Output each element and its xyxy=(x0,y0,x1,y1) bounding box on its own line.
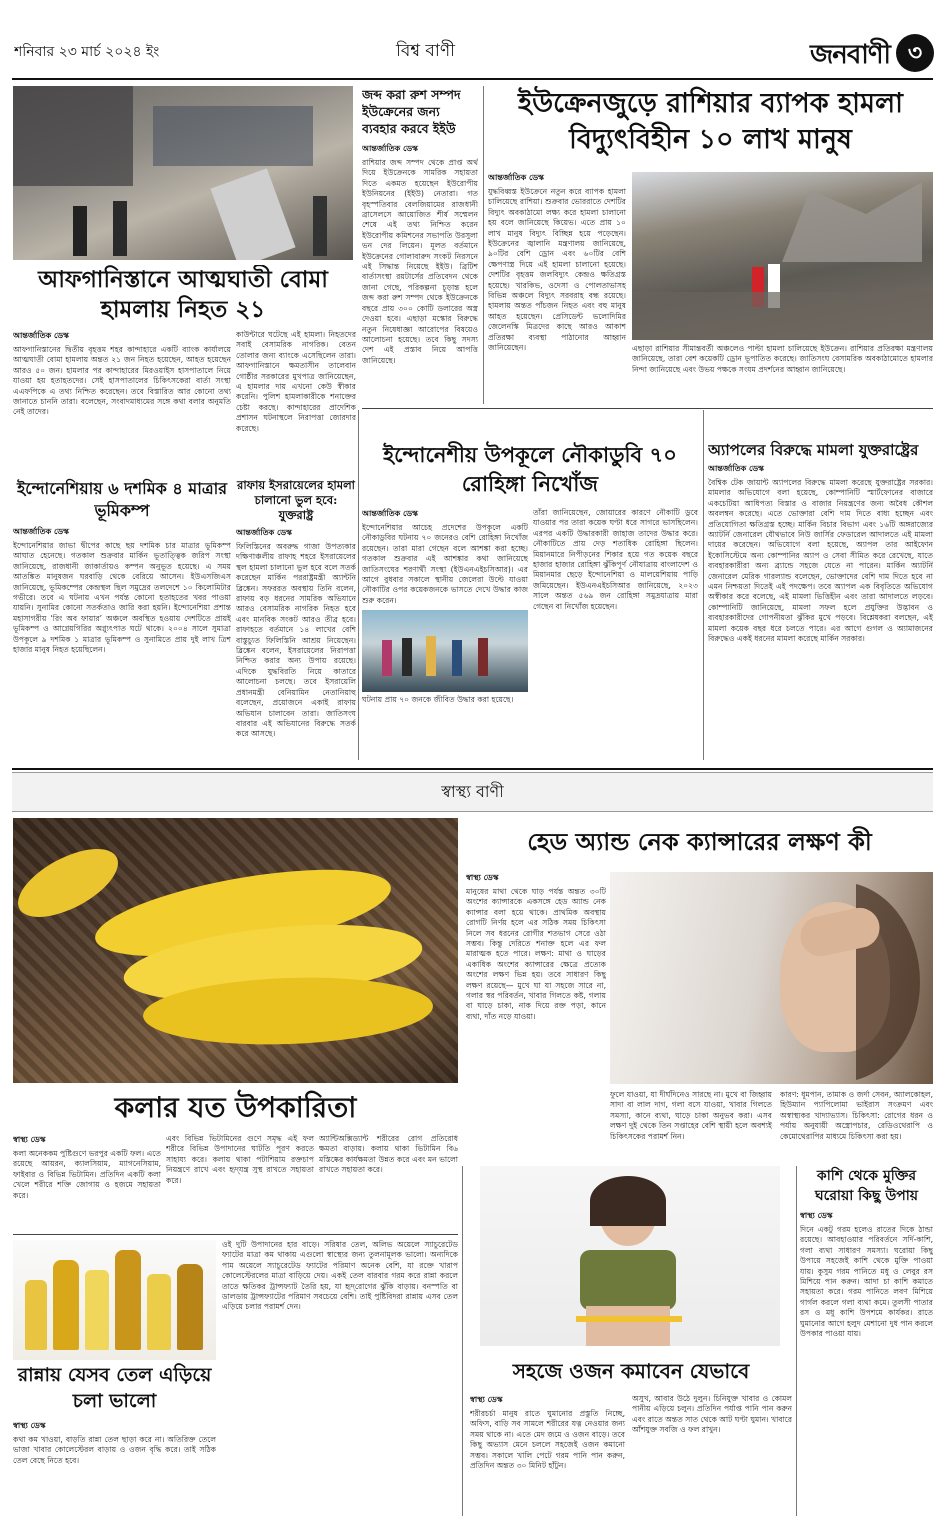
desk-label: আন্তর্জাতিক ডেস্ক xyxy=(708,464,764,473)
health-section-title: স্বাস্থ্য বাণী xyxy=(441,782,504,801)
apple-body: বৈশ্বিক টেক জায়ান্ট অ্যাপলের বিরুদ্ধে মামলা করেছে যুক্তরাষ্ট্রের সরকার। মামলার অভিযোগে বলা হয়েছে, কোম্পানিটি স্মার্টফোনের বাজারে একচেটিয়া আধিপত্য বিস্তার ও বাজার নিয়ন্ত্রণের জন্য অবৈধ কৌশল অবলম্বন করেছে। এতে ভোক্তারা বেশি দাম দিতে বাধ্য হচ্ছেন এবং প্রতিযোগিতা ক্ষতিগ্রস্ত হচ্ছে। মার্কিন বিচার বিভাগ এবং ১৬টি অঙ্গরাজ্যের অ্যাটর্নি জেনারেল যৌথভাবে নিউ জার্সির ফেডারেল আদালতে এই মামলা দায়ের করেছেন। অভিযোগে বলা হয়েছে, অ্যাপল তার আইফোন ইকোসিস্টেমে অন্য কোম্পানির অ্যাপ ও সেবা সীমিত করে রেখেছে, যাতে ব্যবহারকারীরা অন্য ব্র্যান্ডে সহজে যেতে না পারেন। মার্কিন অ্যাটর্নি জেনারেল মেরিক গারল্যান্ড বলেছেন, ভোক্তাদের বেশি দাম দিতে হবে না এমন নিশ্চয়তা দিতেই এই পদক্ষেপ। তবে অ্যাপল এক বিবৃতিতে অভিযোগ অস্বীকার করে বলেছে, এই মামলা ভিত্তিহীন এবং তারা আদালতে লড়বে। কোম্পানিটি জানিয়েছে, মামলা সফল হলে প্রযুক্তির উদ্ভাবন ও ব্যবহারকারীদের গোপনীয়তা ঝুঁকির মুখে পড়বে। বিশ্লেষকরা বলছেন, এই মামলা কয়েক বছর ধরে চলতে পারে। এর আগে গুগল ও অ্যামাজনের বিরুদ্ধেও একই ধরনের মামলা করেছে মার্কিন সরকার। xyxy=(708,478,933,644)
ukraine-article xyxy=(488,172,626,404)
ukraine-headline-box xyxy=(488,86,933,164)
banana-article-col2 xyxy=(166,1134,314,1230)
weight-article xyxy=(470,1394,625,1518)
desk-label: আন্তর্জাতিক ডেস্ক xyxy=(13,527,69,536)
cough-headline: কাশি থেকে মুক্তির ঘরোয়া কিছু উপায় xyxy=(814,1168,919,1204)
column-rule xyxy=(483,86,484,404)
rohingya-body-continued: তাঁরা জানিয়েছেন, জোয়ারের কারণে নৌকাটি ডুবে যাওয়ার পর তারা কয়েক ঘণ্টা ধরে সাগরে ভাসছিলেন। এরপর একটি উদ্ধারকারী জাহাজ তাদের উদ্ধার করে। নৌকাটিতে প্রায় দেড় শতাধিক রোহিঙ্গা ছিলেন। মিয়ানমারে নিপীড়নের শিকার হয়ে গত কয়েক বছরে হাজার হাজার রোহিঙ্গা ঝুঁকিপূর্ণ নৌযাত্রায় বাংলাদেশ ও মিয়ানমার ছেড়ে ইন্দোনেশিয়া ও মালয়েশিয়ায় পাড়ি জমিয়েছেন। ইউএনএইচসিআর জানিয়েছে, ২০২৩ সালে অন্তত ৫৬৯ জন রোহিঙ্গা সমুদ্রযাত্রায় মারা গেছেন বা নিখোঁজ হয়েছেন। xyxy=(533,508,698,611)
russia-asset-body: রাশিয়ার জব্দ সম্পদ থেকে প্রাপ্ত অর্থ দিয়ে ইউক্রেনকে সামরিক সহায়তা দিতে একমত হয়েছেন ইউরোপীয় ইউনিয়নের (ইইউ) নেতারা। গত বৃহস্পতিবার বেলজিয়ামের রাজধানী ব্রাসেলসে আয়োজিত শীর্ষ সম্মেলন শেষে এই তথ্য নিশ্চিত করেন ইউরোপীয় কমিশনের সভাপতি উরসুলা ভন দের লিয়েন। মূলত বর্তমানে ইউক্রেনের গোলাবারুদ সংকট নিরসনে এই সিদ্ধান্ত নিয়েছে ইইউ। ব্রিটিশ বার্তাসংস্থা রয়টার্সের প্রতিবেদন থেকে জানা গেছে, পরিকল্পনা চূড়ান্ত হলে জব্দ করা রুশ সম্পদ থেকে ইউক্রেনকে বছরে প্রায় ৩০০ কোটি ডলারের অস্ত্র দেওয়া হবে। এছাড়া মস্কোর বিরুদ্ধে নতুন নিষেধাজ্ঞা আরোপের বিষয়েও আলোচনা হয়েছে। তবে কিছু সদস্য দেশ এই প্রস্তাব নিয়ে আপত্তি জানিয়েছে। xyxy=(362,158,478,365)
oil-headline: রান্নায় যেসব তেল এড়িয়ে চলা ভালো xyxy=(17,1364,212,1412)
desk-label: আন্তর্জাতিক ডেস্ক xyxy=(362,509,418,518)
logo-text: জনবাণী xyxy=(810,40,890,70)
afghan-headline: আফগানিস্তানে আত্মঘাতী বোমা হামলায় নিহত ২১ xyxy=(38,266,328,323)
desk-label: আন্তর্জাতিক ডেস্ক xyxy=(488,173,544,182)
rohingya-article xyxy=(362,508,528,758)
cancer-article-col2 xyxy=(610,1090,772,1170)
health-desk-label: স্বাস্থ্য ডেস্ক xyxy=(466,873,499,882)
column-rule xyxy=(358,410,359,760)
afghan-article xyxy=(13,330,231,472)
section-rule xyxy=(12,768,933,770)
russia-asset-article xyxy=(362,86,478,404)
cooking-oil-photo xyxy=(13,1240,216,1360)
rafah-article xyxy=(236,478,356,758)
health-desk-label: স্বাস্থ্য ডেস্ক xyxy=(800,1211,833,1220)
banana-article xyxy=(13,1134,161,1230)
health-desk-label: স্বাস্থ্য ডেস্ক xyxy=(13,1135,46,1144)
weight-body: শরীরচর্চা মানুষ রাতে ঘুমানোর প্রস্তুতি নিচ্ছে, অফিস, বাড়ি সব সামলে শরীরের যত্ন নেওয়ার জন্য সময় থাকে না। এতে মেদ জমে ও ওজন বাড়ে। তবে কিছু অভ্যাস মেনে চললে সহজেই ওজন কমানো সম্ভব। সকালে খালি পেটে গরম পানি পান করুন, প্রতিদিন অন্তত ৩০ মিনিট হাঁটুন। xyxy=(470,1409,625,1471)
ukraine-damage-photo xyxy=(632,172,933,340)
afghan-blast-photo xyxy=(13,86,353,260)
rohingya-body: ইন্দোনেশিয়ার আচেহ প্রদেশের উপকূলে একটি নৌকাডুবির ঘটনায় ৭০ জনেরও বেশি রোহিঙ্গা নিখোঁজ রয়েছেন। তারা মারা গেছেন বলে আশঙ্কা করা হচ্ছে। গতকাল শুক্রবার এই আশঙ্কার কথা জানিয়েছে জাতিসংঘের শরণার্থী সংস্থা (ইউএনএইচসিআর)। এর আগে বুধবার সকালে স্থানীয় জেলেরা উল্টে যাওয়া নৌকাটির ওপর কয়েকজনকে ভাসতে দেখে উদ্ধার কাজ শুরু করেন। xyxy=(362,523,528,605)
health-section-banner xyxy=(12,772,933,812)
oil-headline-box xyxy=(13,1362,216,1418)
health-desk-label: স্বাস্থ্য ডেস্ক xyxy=(13,1421,46,1430)
page-number: ৩ xyxy=(907,40,923,66)
oil-article xyxy=(222,1240,458,1504)
rafah-headline: রাফায় ইসরায়েলের হামলা চালানো ভুল হবে: যুক্তরাষ্ট্র xyxy=(237,478,355,522)
health-desk-label: স্বাস্থ্য ডেস্ক xyxy=(470,1395,503,1404)
ukraine-body: যুদ্ধবিধ্বস্ত ইউক্রেনে নতুন করে ব্যাপক হামলা চালিয়েছে রাশিয়া। শুক্রবার ভোররাতে দেশটির বিদ্যুৎ অবকাঠামো লক্ষ্য করে হামলা চালানো হয় বলে জানিয়েছে কিয়েভ। এতে প্রায় ১০ লাখ মানুষ বিদ্যুৎ বিচ্ছিন্ন হয়ে পড়েছেন। ইউক্রেনের জ্বালানি মন্ত্রণালয় জানিয়েছে, ৯০টির বেশি ড্রোন এবং ৬০টির বেশি ক্ষেপণাস্ত্র দিয়ে এই হামলা চালানো হয়েছে। দেশটির বৃহত্তম জলবিদ্যুৎ কেন্দ্রও ক্ষতিগ্রস্ত হয়েছে। খারকিভ, ওদেসা ও পোলতাভাসহ বিভিন্ন অঞ্চলে বিদ্যুৎ সরবরাহ বন্ধ রয়েছে। হামলায় অন্তত পাঁচজন নিহত এবং বহু মানুষ আহত হয়েছেন। প্রেসিডেন্ট ভলোদিমির জেলেনস্কি মিত্রদের কাছে আরও আকাশ প্রতিরক্ষা ব্যবস্থা পাঠানোর আহ্বান জানিয়েছেন। xyxy=(488,187,626,353)
newspaper-logo xyxy=(810,34,890,74)
banana-headline-box xyxy=(13,1088,458,1132)
masthead-rule xyxy=(12,78,933,80)
cough-body: দিনে একটু গরম হলেও রাতের দিকে ঠান্ডা রয়েছে। আবহাওয়ার পরিবর্তনে সর্দি-কাশি, গলা ব্যথা সাধারণ সমস্যা। ঘরোয়া কিছু উপায়ে সহজেই কাশি থেকে মুক্তি পাওয়া যায়। কুসুম গরম পানিতে মধু ও লেবুর রস মিশিয়ে পান করুন। আদা চা কাশি কমাতে সহায়তা করে। গরম পানিতে লবণ মিশিয়ে গার্গল করলে গলা ব্যথা কমে। তুলসী পাতার রস ও মধু কাশি উপশমে কার্যকর। রাতে ঘুমানোর আগে হলুদ মেশানো দুধ পান করলে উপকার পাওয়া যায়। xyxy=(800,1225,933,1339)
desk-label: আন্তর্জাতিক ডেস্ক xyxy=(13,331,69,340)
cancer-article xyxy=(466,872,606,1092)
weight-headline-box xyxy=(470,1352,792,1392)
cancer-body-end: কারণ: ধূমপান, তামাক ও জর্দা সেবন, অ্যালকোহল, হিউম্যান প্যাপিলোমা ভাইরাস সংক্রমণ এবং অস্বাস্থ্যকর খাদ্যাভ্যাস। চিকিৎসা: রোগের ধরন ও পর্যায় অনুযায়ী অস্ত্রোপচার, রেডিওথেরাপি ও কেমোথেরাপির মাধ্যমে চিকিৎসা করা হয়। xyxy=(780,1090,933,1141)
oil-article-col2 xyxy=(13,1420,216,1516)
rohingya-rescue-photo xyxy=(362,610,528,692)
column-rule xyxy=(703,410,704,760)
column-rule xyxy=(462,1166,463,1516)
cancer-body: মানুষের মাথা থেকে ঘাড় পর্যন্ত অন্তত ৩০টি অংশের ক্যান্সারকে একসঙ্গে হেড অ্যান্ড নেক ক্যান্সার বলা হয়ে থাকে। প্রাথমিক অবস্থায় রোগটি নির্ণয় হলে এর সঠিক সময় চিকিৎসা নিলে সব ধরনের রোগীর শতভাগ সেরে ওঠা সম্ভব। কিন্তু দেরিতে শনাক্ত হলে এর ফল মারাত্মক হতে পারে। লক্ষণ: মাথা ও ঘাড়ের একাধিক অংশের ক্যান্সারের ক্ষেত্রে প্রত্যেক অংশের লক্ষণ ভিন্ন হয়। তবে সাধারণ কিছু লক্ষণ রয়েছে— মুখে ঘা যা সহজে সারে না, গলার স্বর পরিবর্তন, খাবার গিলতে কষ্ট, গলায় বা ঘাড়ে চাকা, নাক দিয়ে রক্ত পড়া, কানে ব্যথা, দাঁত নড়ে যাওয়া। xyxy=(466,887,606,1021)
banana-body-continued: এবং বিভিন্ন ভিটামিনের গুণে সমৃদ্ধ এই ফল শরীরে বিভিন্ন উপাদানের ঘাটতি পূরণ করতে সাহায্য করে। কলায় থাকা পটাশিয়াম রক্তচাপ নিয়ন্ত্রণে রাখে এবং হৃদ্‌যন্ত্র সুস্থ রাখতে সহায়তা করে। xyxy=(166,1134,314,1185)
banana-body-end: অ্যান্টিঅক্সিড্যান্ট শরীরের রোগ প্রতিরোধ ক্ষমতা বাড়ায়। কলায় থাকা ভিটামিন বি৬ মস্তিষ্কের কার্যক্ষমতা উন্নত করে এবং মন ভালো রাখতে সহায়তা করে। xyxy=(319,1134,458,1175)
rohingya-headline: ইন্দোনেশীয় উপকূলে নৌকাডুবি ৭০ রোহিঙ্গা নিখোঁজ xyxy=(383,442,677,496)
weight-body-continued: অসুখ, আবার উঠে দুলুন। চিনিযুক্ত খাবার ও কোমল পানীয় এড়িয়ে চলুন। প্রতিদিন পর্যাপ্ত পানি পান করুন এবং রাতে অন্তত সাত থেকে আট ঘণ্টা ঘুমান। খাবারে আঁশযুক্ত সবজি ও ফল রাখুন। xyxy=(632,1394,792,1435)
afghan-body-continued: কাউন্টারে ঘটেছে এই হামলা। নিহতদের সবাই বেসামরিক নাগরিক। বেতন তোলার জন্য ব্যাংকে এসেছিলেন তারা। আফগানিস্তানে ক্ষমতাসীন তালেবান গোষ্ঠীর সরকারের মুখপাত্র জানিয়েছেন, এ হামলার দায় এখনো কেউ স্বীকার করেনি। পুলিশ হামলাকারীকে শনাক্তের চেষ্টা করছে। কান্দাহারের প্রাদেশিক প্রশাসন ঘটনাস্থলে নিরাপত্তা জোরদার করেছে। xyxy=(236,330,356,433)
ukraine-body-continued: এছাড়া রাশিয়ার সীমান্তবর্তী অঞ্চলেও পাল্টা হামলা চালিয়েছে ইউক্রেন। রাশিয়ার প্রতিরক্ষা মন্ত্রণালয় জানিয়েছে, তারা বেশ কয়েকটি ড্রোন ভূপাতিত করেছে। জাতিসংঘ বেসামরিক অবকাঠামোতে হামলার নিন্দা জানিয়েছে এবং উভয় পক্ষকে সংযম প্রদর্শনের আহ্বান জানিয়েছে। xyxy=(632,344,933,374)
apple-headline: অ্যাপলের বিরুদ্ধে মামলা যুক্তরাষ্ট্রের xyxy=(708,441,919,459)
weight-loss-photo xyxy=(480,1166,780,1346)
masthead xyxy=(14,34,934,74)
indonesia-quake-article xyxy=(13,478,231,758)
afghan-headline-box xyxy=(13,265,353,327)
desk-label: আন্তর্জাতিক ডেস্ক xyxy=(236,528,292,537)
desk-label: আন্তর্জাতিক ডেস্ক xyxy=(362,144,418,153)
weight-headline: সহজে ওজন কমাবেন যেভাবে xyxy=(512,1359,750,1383)
cancer-headline: হেড অ্যান্ড নেক ক্যান্সারের লক্ষণ কী xyxy=(527,827,872,856)
banana-headline: কলার যত উপকারিতা xyxy=(114,1091,357,1124)
oil-body: ওই দুটি উপাদানের হার বাড়ে। সরিষার তেল, অলিভ অয়েলে স্যাচুরেটেড ফ্যাটের মাত্রা কম থাকায় এগুলো স্বাস্থ্যের জন্য তুলনামূলক ভালো। অন্যদিকে পাম অয়েলে স্যাচুরেটেড ফ্যাটের পরিমাণ অনেক বেশি, যা রক্তে খারাপ কোলেস্টেরলের মাত্রা বাড়িয়ে দেয়। একই তেল বারবার গরম করে রান্না করলে তাতে ক্ষতিকর ট্রান্সফ্যাট তৈরি হয়, যা হৃদ্‌রোগের ঝুঁকি বাড়ায়। বনস্পতি বা ডালডায় ট্রান্সফ্যাটের পরিমাণ সবচেয়ে বেশি। তাই পুষ্টিবিদরা রান্নায় এসব তেল এড়িয়ে চলার পরামর্শ দেন। xyxy=(222,1240,458,1312)
headache-woman-photo xyxy=(610,872,933,1084)
russia-asset-headline: জব্দ করা রুশ সম্পদ ইউক্রেনের জন্য ব্যবহার করবে ইইউ xyxy=(362,87,461,136)
oil-body-continued: কথা কম খাওয়া, বাড়তি রান্না তেল ছাড়া করে না। অতিরিক্ত তেলে ভাজা খাবার কোলেস্টেরল বাড়ায় ও ওজন বৃদ্ধি করে। তাই সঠিক তেল বেছে নিতে হবে। xyxy=(13,1435,216,1465)
ukraine-caption xyxy=(632,344,933,404)
masthead-section: বিশ্ব বাণী xyxy=(396,41,455,61)
rohingya-article-col2 xyxy=(533,508,698,758)
masthead-date: শনিবার ২৩ মার্চ ২০২৪ ইং xyxy=(14,44,160,60)
page-number-badge xyxy=(896,34,934,72)
banana-article-col3 xyxy=(319,1134,458,1230)
weight-article-col2 xyxy=(632,1394,792,1518)
cancer-body-continued: ফুলে যাওয়া, যা দীর্ঘদিনেও সারছে না। মুখে বা জিহ্বায় সাদা বা লাল দাগ, গলা বসে যাওয়া, খাবার গিলতে সমস্যা, কানে ব্যথা, ঘাড়ে চাকা অনুভব করা। এসব লক্ষণ দুই থেকে তিন সপ্তাহের বেশি স্থায়ী হলে অবশ্যই চিকিৎসকের পরামর্শ নিন। xyxy=(610,1090,772,1141)
band-rule xyxy=(362,408,933,409)
column-rule xyxy=(796,1166,797,1516)
rafah-body: ফিলিস্তিনের অবরুদ্ধ গাজা উপত্যকার দক্ষিণাঞ্চলীয় রাফাহ শহরে ইসরায়েলের স্থল হামলা চালানো ভুল হবে বলে সতর্ক করেছেন মার্কিন পররাষ্ট্রমন্ত্রী অ্যান্টনি ব্লিঙ্কেন। সফররত অবস্থায় তিনি বলেন, রাফায় বড় ধরনের সামরিক অভিযানে আরও বেসামরিক নাগরিক নিহত হবে এবং মানবিক সংকট আরও তীব্র হবে। রাফাহতে বর্তমানে ১৪ লাখের বেশি বাস্তুচ্যুত ফিলিস্তিনি আশ্রয় নিয়েছেন। ব্লিঙ্কেন বলেন, ইসরায়েলের নিরাপত্তা নিশ্চিত করার অন্য উপায় রয়েছে। এদিকে যুদ্ধবিরতি নিয়ে কাতারে আলোচনা চলছে। তবে ইসরায়েলি প্রধানমন্ত্রী বেনিয়ামিন নেতানিয়াহু বলেছেন, প্রয়োজনে একাই রাফায় অভিযান চালাবেন তারা। জাতিসংঘ বারবার এই অভিযানের বিরুদ্ধে সতর্ক করে আসছে। xyxy=(236,542,356,739)
story-rule xyxy=(13,1234,458,1235)
rohingya-headline-box xyxy=(362,440,698,504)
afghan-article-col2 xyxy=(236,330,356,472)
cancer-headline-box xyxy=(466,818,933,868)
rohingya-caption: ঘটনায় প্রায় ৭০ জনকে জীবিত উদ্ধার করা হয়েছে। xyxy=(362,695,514,705)
banana-photo xyxy=(13,818,458,1083)
cancer-article-col3 xyxy=(780,1090,933,1170)
apple-article xyxy=(708,440,933,758)
indonesia-quake-headline: ইন্দোনেশিয়ায় ৬ দশমিক ৪ মাত্রার ভূমিকম্প xyxy=(16,479,228,520)
ukraine-headline: ইউক্রেনজুড়ে রাশিয়ার ব্যাপক হামলা বিদ্যুৎবিহীন ১০ লাখ মানুষ xyxy=(518,88,903,155)
afghan-body: আফগানিস্তানের দ্বিতীয় বৃহত্তম শহর কান্দাহারে একটি ব্যাংক কার্যালয়ে আত্মঘাতী বোমা হামলায় অন্তত ২১ জন নিহত হয়েছেন, আহত হয়েছেন আরও ৫০ জন। হামলার পর কান্দাহারের মিরওয়াইস হাসপাতালে নিয়ে যাওয়া হয় হতাহতদের। সেই হাসপাতালের চিকিৎসকেরা বার্তা সংস্থা এএফপিকে এ তথ্য নিশ্চিত করেছেন। তবে বিস্তারিত আর কোনো তথ্য জানাতে চাননি তারা। বলেছেন, সংবাদমাধ্যমের সঙ্গে কথা বলার অনুমতি নেই তাদের। xyxy=(13,345,231,417)
banana-body: কলা অনেককম পুষ্টিগুণে ভরপুর একটি ফল। এতে রয়েছে আয়রন, ক্যালসিয়াম, ম্যাগনেসিয়াম, ফাইবার ও বিভিন্ন ভিটামিন। প্রতিদিন একটি কলা খেলে শরীরে শক্তি জোগায় ও হজমে সহায়তা করে। xyxy=(13,1149,161,1200)
cough-article xyxy=(800,1166,933,1518)
indonesia-quake-body: ইন্দোনেশিয়ার জাভা দ্বীপের কাছে ছয় দশমিক চার মাত্রার ভূমিকম্প আঘাত হেনেছে। গতকাল শুক্রবার মার্কিন ভূতাত্ত্বিক জরিপ সংস্থা জানিয়েছে, রাজধানী জাকার্তায়ও কম্পন অনুভূত হয়েছে। এ সময় আতঙ্কিত মানুষজন ঘরবাড়ি থেকে বেরিয়ে আসেন। ইউএসজিএস জানিয়েছে, ভূমিকম্পের কেন্দ্রস্থল ছিল সমুদ্রের তলদেশে ১০ কিলোমিটার গভীরে। তবে এ ঘটনায় এখন পর্যন্ত কোনো হতাহতের খবর পাওয়া যায়নি। সুনামির কোনো সতর্কতাও জারি করা হয়নি। ইন্দোনেশিয়া প্রশান্ত মহাসাগরীয় ‘রিং অব ফায়ার’ অঞ্চলে অবস্থিত হওয়ায় দেশটিতে প্রায়ই ভূমিকম্প ও আগ্নেয়গিরির অগ্ন্যুৎপাত ঘটে থাকে। ২০০৪ সালে সুমাত্রা উপকূলে ৯ দশমিক ১ মাত্রার ভূমিকম্প ও সুনামিতে প্রায় দুই লাখ ত্রিশ হাজার মানুষ নিহত হয়েছিলেন। xyxy=(13,541,231,655)
